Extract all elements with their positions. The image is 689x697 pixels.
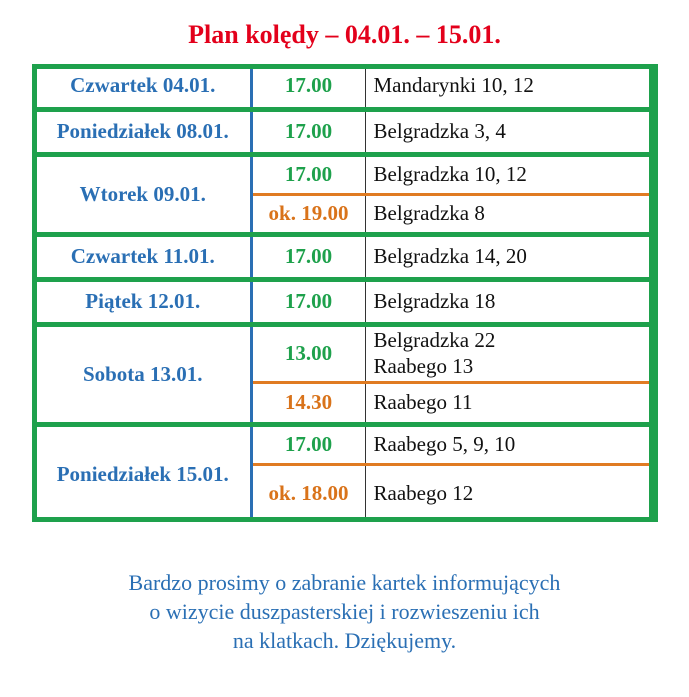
- day-cell: Czwartek 04.01.: [34, 64, 251, 109]
- address-line: Belgradzka 10, 12: [373, 161, 527, 186]
- address-line: Belgradzka 3, 4: [373, 118, 506, 143]
- schedule-row: [34, 154, 656, 194]
- time-cell: ok. 18.00: [251, 464, 365, 522]
- address-cell: [365, 424, 656, 464]
- day-cell: Czwartek 11.01.: [34, 234, 251, 279]
- address-cell: [365, 64, 656, 109]
- schedule-row: [34, 234, 656, 279]
- time-cell: 14.30: [251, 382, 365, 424]
- time-cell: ok. 19.00: [251, 194, 365, 234]
- address-cell: [365, 382, 656, 424]
- info-note: [0, 568, 689, 655]
- note-line: Bardzo prosimy o zabranie kartek informujących: [128, 570, 561, 595]
- address-cell: [365, 234, 656, 279]
- schedule-row: [34, 64, 656, 109]
- day-cell: Poniedziałek 15.01.: [34, 424, 251, 522]
- address-cell: [365, 194, 656, 234]
- address-line: Raabego 5, 9, 10: [373, 431, 516, 456]
- day-cell: Poniedziałek 08.01.: [34, 109, 251, 154]
- day-cell: Wtorek 09.01.: [34, 154, 251, 234]
- day-cell: Piątek 12.01.: [34, 279, 251, 324]
- time-cell: 17.00: [251, 64, 365, 109]
- address-line: Belgradzka 22: [373, 328, 496, 353]
- time-cell: 17.00: [251, 234, 365, 279]
- address-cell: [365, 279, 656, 324]
- day-cell: Sobota 13.01.: [34, 324, 251, 424]
- address-line: Belgradzka 8: [373, 200, 485, 225]
- schedule-row: [34, 109, 656, 154]
- address-line: Mandarynki 10, 12: [373, 72, 534, 97]
- note-line: o wizycie duszpasterskiej i rozwieszeniu ich: [149, 599, 540, 624]
- time-cell: 17.00: [251, 154, 365, 194]
- time-cell: 13.00: [251, 324, 365, 382]
- time-cell: 17.00: [251, 424, 365, 464]
- address-line: Belgradzka 18: [373, 288, 496, 313]
- schedule-row: [34, 279, 656, 324]
- address-cell: [365, 109, 656, 154]
- address-cell: [365, 464, 656, 522]
- address-line: Raabego 11: [373, 389, 473, 414]
- address-cell: [365, 324, 656, 382]
- time-cell: 17.00: [251, 279, 365, 324]
- note-line: na klatkach. Dziękujemy.: [232, 628, 457, 653]
- time-cell: 17.00: [251, 109, 365, 154]
- address-line: Raabego 12: [373, 481, 474, 506]
- address-cell: [365, 154, 656, 194]
- schedule-row: [34, 424, 656, 464]
- schedule-table: [32, 64, 658, 522]
- page-title: Plan kolędy – 04.01. – 15.01.: [188, 20, 501, 49]
- address-line: Raabego 13: [373, 353, 474, 378]
- schedule-row: [34, 324, 656, 382]
- address-line: Belgradzka 14, 20: [373, 243, 527, 268]
